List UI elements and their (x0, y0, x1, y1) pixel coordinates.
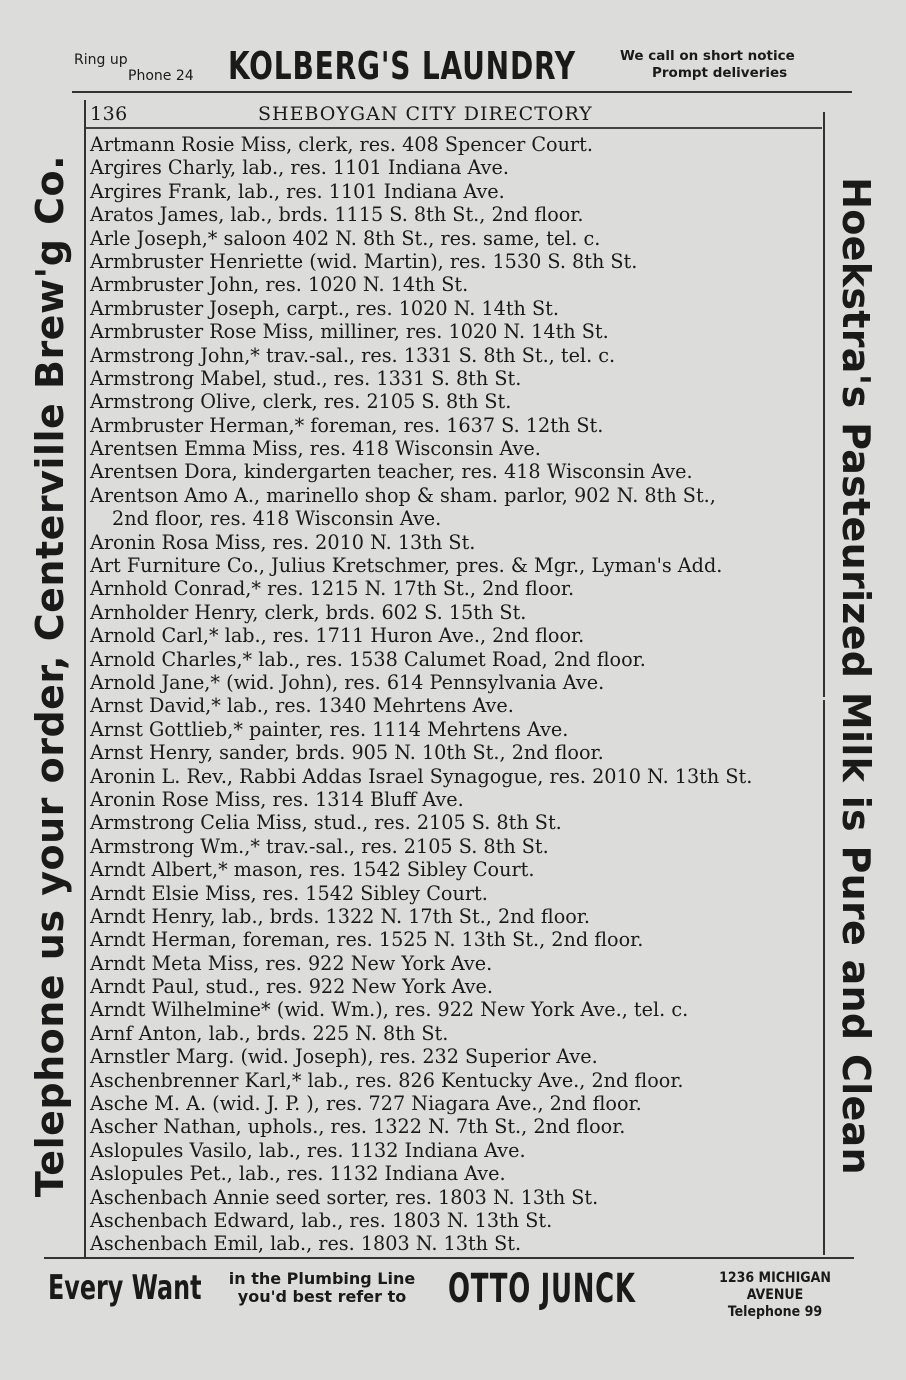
directory-entry: Armstrong Olive, clerk, res. 2105 S. 8th St. (90, 390, 512, 414)
directory-entry: Argires Charly, lab., res. 1101 Indiana Ave. (90, 156, 509, 180)
directory-entry: Arndt Henry, lab., brds. 1322 N. 17th St., 2nd floor. (90, 904, 590, 928)
directory-entry: Arndt Elsie Miss, res. 1542 Sibley Court. (90, 881, 488, 905)
continuation-text: 2nd floor, res. 418 Wisconsin Ave. (112, 507, 442, 531)
page-number: 136 (90, 103, 128, 125)
directory-entry: Aschenbach Edward, lab., res. 1803 N. 13th St. (90, 1208, 553, 1232)
directory-entry: Arnhold Conrad,* res. 1215 N. 17th St., 2nd floor. (90, 577, 575, 601)
directory-entry: Arnold Jane,* (wid. John), res. 614 Pennsylvania Ave. (90, 670, 605, 694)
directory-entry: Aronin Rose Miss, res. 1314 Bluff Ave. (90, 787, 464, 811)
directory-entry: Armbruster Henriette (wid. Martin), res. 1530 S. 8th St. (90, 249, 638, 273)
right-ad-text: Hoekstra's Pasteurized Milk is Pure and Clean (834, 177, 878, 1175)
directory-entry: Arnst Gottlieb,* painter, res. 1114 Mehrtens Ave. (90, 717, 569, 741)
directory-entry: Aronin Rosa Miss, res. 2010 N. 13th St. (90, 530, 476, 554)
directory-entry: Arnold Carl,* lab., res. 1711 Huron Ave., 2nd floor. (90, 624, 585, 648)
directory-entry-continuation (90, 507, 825, 530)
plumbing-line-block (198, 1270, 446, 1306)
directory-entry: Aronin L. Rev., Rabbi Addas Israel Synagogue, res. 2010 N. 13th St. (90, 764, 753, 788)
directory-entry: Arndt Meta Miss, res. 922 New York Ave. (90, 951, 493, 975)
directory-entry: Armbruster Herman,* foreman, res. 1637 S. 12th St. (90, 413, 604, 437)
directory-entry: Arnf Anton, lab., brds. 225 N. 8th St. (90, 1021, 449, 1045)
plumbing-line-2: you'd best refer to (237, 1287, 407, 1306)
directory-entry: Aratos James, lab., brds. 1115 S. 8th St., 2nd floor. (90, 203, 584, 227)
plumbing-line-1: in the Plumbing Line (228, 1269, 416, 1288)
directory-entry: Arndt Albert,* mason, res. 1542 Sibley Court. (90, 858, 535, 882)
page-header (88, 100, 818, 126)
phone-number-text: Phone 24 (128, 68, 194, 84)
directory-entry: Arnold Charles,* lab., res. 1538 Calumet Road, 2nd floor. (90, 647, 646, 671)
directory-entry: Arnst Henry, sander, brds. 905 N. 10th St., 2nd floor. (90, 741, 604, 765)
directory-entry: Armstrong Wm.,* trav.-sal., res. 2105 S. 8th St. (90, 834, 549, 858)
directory-entry: Arndt Wilhelmine* (wid. Wm.), res. 922 New York Ave., tel. c. (90, 998, 689, 1022)
plumber-address: 1236 MICHIGAN AVENUE (719, 1270, 831, 1303)
plumber-name: OTTO JUNCK (448, 1266, 636, 1312)
directory-entry: Aschenbrenner Karl,* lab., res. 826 Kentucky Ave., 2nd floor. (90, 1068, 684, 1092)
directory-entry: Aschenbach Annie seed sorter, res. 1803 N. 13th St. (90, 1185, 599, 1209)
directory-entry: Arle Joseph,* saloon 402 N. 8th St., res. same, tel. c. (90, 226, 601, 250)
every-want-text: Every Want (48, 1268, 202, 1308)
top-divider (72, 91, 852, 93)
directory-entry: Armstrong Celia Miss, stud., res. 2105 S. 8th St. (90, 811, 562, 835)
left-ad-text: Telephone us your order, Centerville Brew'g Co. (28, 154, 72, 1198)
directory-entry: Arnstler Marg. (wid. Joseph), res. 232 Superior Ave. (90, 1045, 598, 1069)
directory-entry: Art Furniture Co., Julius Kretschmer, pres. & Mgr., Lyman's Add. (90, 554, 723, 578)
directory-entry: Arentsen Dora, kindergarten teacher, res. 418 Wisconsin Ave. (90, 460, 693, 484)
bottom-divider (44, 1257, 854, 1259)
directory-entry: Aschenbach Emil, lab., res. 1803 N. 13th St. (90, 1232, 522, 1256)
left-column-rule (84, 100, 86, 1258)
directory-entry: Arndt Herman, foreman, res. 1525 N. 13th St., 2nd floor. (90, 928, 644, 952)
directory-entry: Arentsen Emma Miss, res. 418 Wisconsin Ave. (90, 437, 541, 461)
left-margin-advertisement (20, 96, 80, 1256)
header-divider (86, 127, 822, 129)
directory-entry: Arentson Amo A., marinello shop & sham. parlor, 902 N. 8th St., (90, 483, 716, 507)
top-ad-phone-block (74, 52, 194, 84)
directory-entry: Armbruster Joseph, carpt., res. 1020 N. 14th St. (90, 296, 559, 320)
directory-title: SHEBOYGAN CITY DIRECTORY (258, 103, 593, 125)
directory-entry: Armstrong Mabel, stud., res. 1331 S. 8th St. (90, 366, 522, 390)
service-line-2: Prompt deliveries (652, 65, 788, 81)
top-advertisement (0, 38, 906, 94)
directory-entry: Aslopules Pet., lab., res. 1132 Indiana Ave. (90, 1162, 506, 1186)
laundry-title: KOLBERG'S LAUNDRY (228, 44, 576, 88)
directory-entry: Armbruster John, res. 1020 N. 14th St. (90, 273, 469, 297)
ring-up-text: Ring up (74, 52, 128, 68)
top-ad-service-block (620, 48, 795, 82)
directory-entry: Ascher Nathan, uphols., res. 1322 N. 7th St., 2nd floor. (90, 1115, 626, 1139)
directory-entry: Arnholder Henry, clerk, brds. 602 S. 15th St. (90, 600, 527, 624)
directory-entry: Artmann Rosie Miss, clerk, res. 408 Spencer Court. (90, 133, 593, 156)
directory-entries (90, 133, 825, 1256)
directory-entry: Argires Frank, lab., res. 1101 Indiana Ave. (90, 179, 505, 203)
directory-entry: Aslopules Vasilo, lab., res. 1132 Indiana Ave. (90, 1138, 526, 1162)
plumber-contact-block (690, 1270, 860, 1321)
directory-entry: Asche M. A. (wid. J. P. ), res. 727 Niagara Ave., 2nd floor. (90, 1092, 642, 1116)
directory-entry: Armbruster Rose Miss, milliner, res. 1020 N. 14th St. (90, 320, 609, 344)
service-line-1: We call on short notice (620, 48, 795, 64)
bottom-advertisement (0, 1262, 906, 1322)
plumber-telephone: Telephone 99 (727, 1304, 823, 1320)
directory-entry: Arnst David,* lab., res. 1340 Mehrtens Ave. (90, 694, 514, 718)
right-margin-advertisement (826, 96, 886, 1256)
directory-entry: Arndt Paul, stud., res. 922 New York Ave. (90, 975, 493, 999)
directory-entry: Armstrong John,* trav.-sal., res. 1331 S. 8th St., tel. c. (90, 343, 616, 367)
